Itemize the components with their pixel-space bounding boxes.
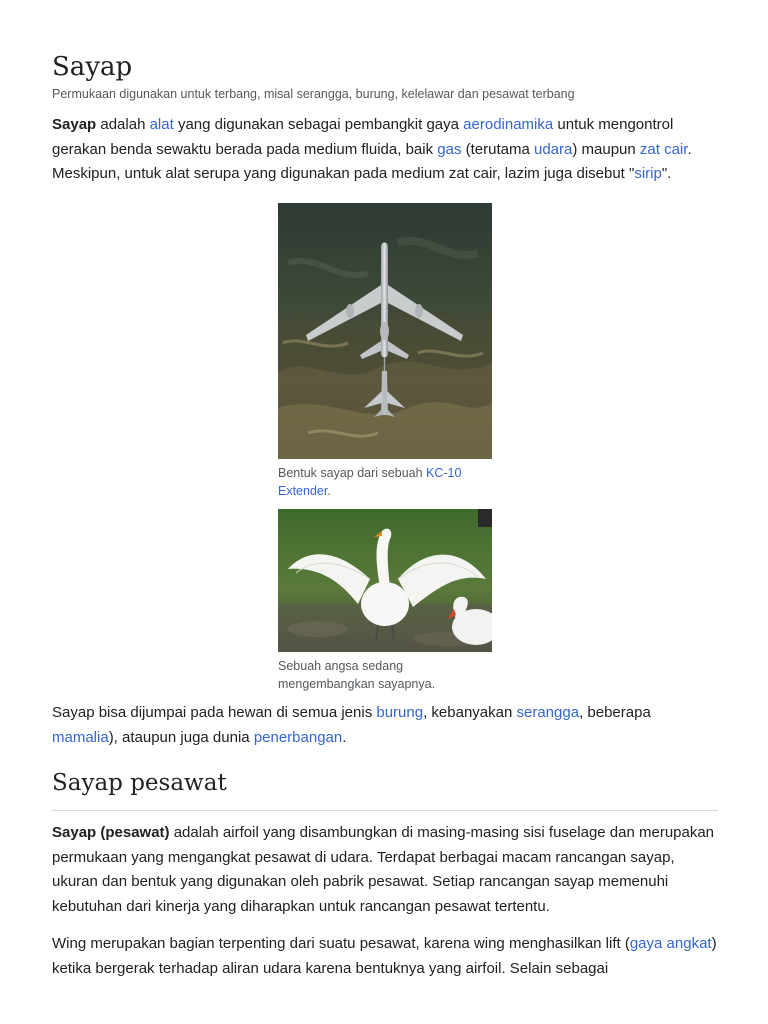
intro-text: yang digunakan sebagai pembangkit gaya (173, 116, 464, 133)
paragraph-sayap-pesawat (52, 821, 718, 919)
paragraph-text: adalah airfoil yang disambungkan di masing-masing sisi fuselage dan merupakan permukaan yang mengangkat pesawat di udara. Terdapat berbagai macam rancangan sayap, ukuran dan bentuk yang digunakan oleh pabrik pesawat. Setiap rancangan sayap memenuhi kebutuhan dari kinerja yang diharapkan untuk rancangan pesawat tertentu. (52, 824, 715, 915)
link-burung[interactable]: burung (376, 704, 424, 721)
page-title: Sayap (52, 52, 133, 82)
link-alat[interactable]: alat (149, 116, 174, 133)
paragraph-text: . (342, 728, 347, 746)
page-subtitle: Permukaan digunakan untuk terbang, misal serangga, burung, kelelawar dan pesawat terbang (52, 87, 575, 101)
link-gaya-angkat[interactable]: gaya angkat (629, 935, 712, 952)
intro-text: . Meskipun, untuk alat serupa yang digunakan pada medium zat cair, lazim juga disebut " (52, 140, 692, 182)
intro-bold-term: Sayap (52, 116, 97, 133)
link-serangga[interactable]: serangga (516, 704, 580, 721)
swan-photo[interactable] (278, 509, 492, 652)
paragraph-text: Wing merupakan bagian terpenting dari suatu pesawat, karena wing menghasilkan lift ( (52, 935, 630, 952)
link-gas[interactable]: gas (437, 140, 462, 158)
caption-text: . (327, 484, 331, 498)
link-kc10-extender[interactable]: KC-10 Extender (278, 466, 462, 498)
link-mamalia[interactable]: mamalia (52, 728, 109, 746)
figure-aircraft (278, 203, 492, 500)
intro-text: untuk mengontrol gerakan benda sewaktu berada pada medium fluida, baik (52, 116, 674, 158)
figure-aircraft-caption (278, 464, 492, 500)
paragraph-text: , beberapa (579, 704, 651, 721)
paragraph-text: ), ataupun juga dunia (108, 728, 254, 746)
figure-swan-caption: Sebuah angsa sedang mengembangkan sayapnya. (278, 659, 436, 691)
intro-text: ". (661, 165, 672, 182)
caption-text: Bentuk sayap dari sebuah (278, 466, 427, 480)
link-zat-cair[interactable]: zat cair (639, 140, 688, 158)
link-penerbangan[interactable]: penerbangan (253, 728, 343, 746)
paragraph-habitat (52, 701, 718, 750)
intro-text: (terutama (461, 140, 534, 158)
aircraft-photo[interactable] (278, 203, 492, 459)
paragraph-text: , kebanyakan (423, 704, 517, 721)
link-udara[interactable]: udara (533, 140, 573, 158)
paragraph-wing (52, 932, 718, 981)
intro-text: ) maupun (572, 140, 640, 158)
section-heading-sayap-pesawat: Sayap pesawat (52, 766, 718, 811)
paragraph-bold-term: Sayap (pesawat) (52, 824, 170, 841)
intro-text: adalah (96, 116, 150, 133)
figure-swan (278, 509, 492, 693)
link-aerodinamika[interactable]: aerodinamika (463, 116, 554, 133)
paragraph-text: Sayap bisa dijumpai pada hewan di semua jenis (52, 704, 377, 721)
link-sirip[interactable]: sirip (634, 165, 662, 182)
paragraph-text: ) ketika bergerak terhadap aliran udara karena bentuknya yang airfoil. Selain sebagai (52, 935, 717, 977)
intro-paragraph (52, 113, 718, 187)
